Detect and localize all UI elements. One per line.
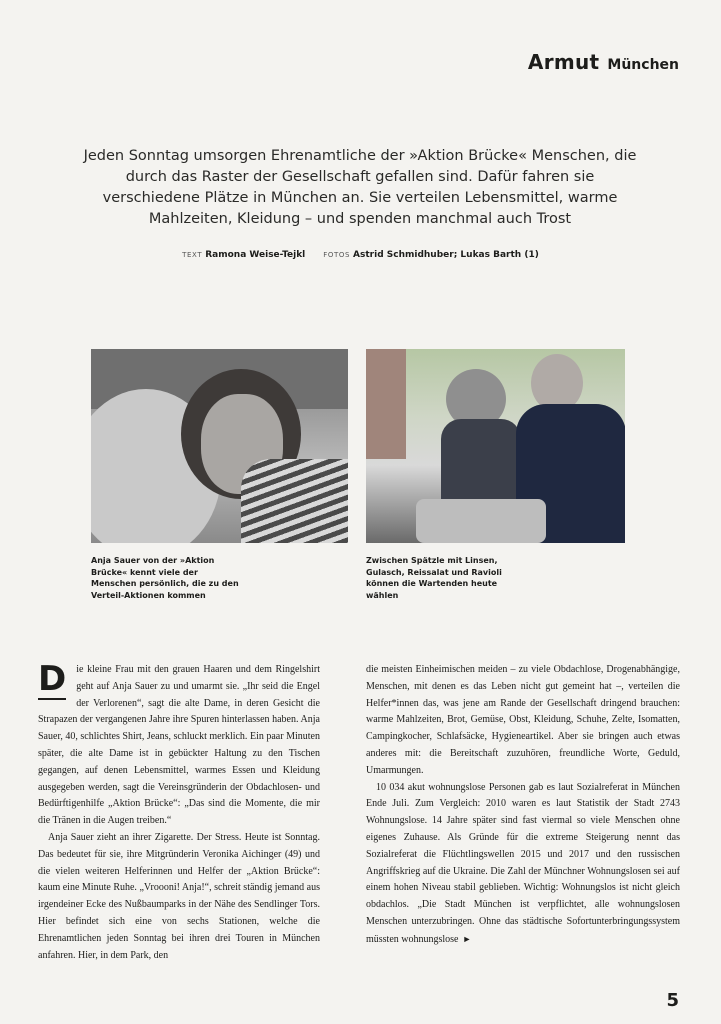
photo-caption: Zwischen Spätzle mit Linsen, Gulasch, Reissalat und Ravioli können die Wartenden heute wählen	[366, 556, 502, 600]
body-text: 10 034 akut wohnungslose Personen gab es laut Sozialreferat in München Ende Juli. Zum Vergleich: 2010 waren es laut Statistik der Stadt 2743 Wohnungslose. 14 Jahre später sind fast viermal so viele Menschen ohne eigenes Zuhause. Als Gründe für die extreme Steigerung nennt das Sozialreferat die Flüchtlingswellen 2015 und 2017 und den russischen Angriffskrieg auf die Ukraine. Die Zahl der Münchner Wohnungslosen sei auf einem hohen Niveau stabil geblieben. Wichtig: Wohnungslos ist nicht gleich obdachlos. „Die Stadt München ist verpflichtet, alle wohnungslosen Menschen unterzubringen. Ohne das städtische Sofortunterbringungssystem müssten wohnungslose	[366, 781, 680, 945]
body-paragraph	[38, 659, 320, 830]
body-paragraph	[366, 780, 680, 949]
photo-food-serving	[366, 349, 625, 543]
body-column-right	[366, 662, 680, 949]
text-credit-label: TEXT	[182, 251, 203, 259]
body-column-left	[38, 659, 320, 964]
photo-caption: Anja Sauer von der »Aktion Brücke« kennt viele der Menschen persönlich, die zu den Verteil-Aktionen kommen	[91, 556, 239, 600]
body-paragraph: die meisten Einheimischen meiden – zu viele Obdachlose, Drogenabhängige, Menschen, mit denen es das Leben nicht gut gemeint hat –, verteilen die Helfer*innen das, was jene am Rande der Gesellschaft dringend brauchen: warme Mahlzeiten, Brot, Gemüse, Obst, Kleidung, Schuhe, Zelte, Isomatten, Campingkocher, Schlafsäcke, Hygieneartikel. Aber sie bringen auch etwas anderes mit: die Bereitschaft zuzuhören, freundliche Worte, Geduld, Umarmungen.	[366, 664, 680, 776]
photo-credit-label: FOTOS	[323, 251, 351, 259]
continue-arrow-icon: ►	[462, 933, 472, 944]
page-number: 5	[666, 990, 679, 1011]
body-paragraph: Anja Sauer zieht an ihrer Zigarette. Der Stress. Heute ist Sonntag. Das bedeutet für sie, ihre Mitgründerin Veronika Aichinger (49) und die vielen weiteren Helferinnen und Helfer der „Aktion Brücke“: kaum eine Minute Ruhe. „Vroooni! Anja!“, schreit ständig jemand aus irgendeiner Ecke des Nußbaumparks in der Nähe des Sendlinger Tors. Hier befindet sich eine von sechs Stationen, welche die Ehrenamtlichen jeden Sonntag bei ihren drei Touren in München anfahren. Hier, in dem Park, den	[38, 831, 320, 961]
article-credits	[0, 250, 721, 260]
photo-hug	[91, 349, 348, 543]
article-lead: Jeden Sonntag umsorgen Ehrenamtliche der »Aktion Brücke« Menschen, die durch das Raster der Gesellschaft gefallen sind. Dafür fahren sie verschiedene Plätze in München an. Sie verteilen Lebensmittel, warme Mahlzeiten, Kleidung – und spenden manchmal auch Trost	[83, 148, 637, 227]
section-city: München	[607, 57, 679, 73]
photo-credit-name: Astrid Schmidhuber; Lukas Barth (1)	[353, 250, 539, 260]
drop-cap: D	[38, 659, 67, 699]
section-title: Armut	[527, 50, 600, 74]
body-text: ie kleine Frau mit den grauen Haaren und dem Ringelshirt geht auf Anja Sauer zu und umarmt sie. „Ihr seid die Engel der Verlorenen“, sagt die alte Dame, in deren Gesicht die Strapazen der vergangenen Jahre ihre Spuren hinterlassen haben. Anja Sauer, 40, schlichtes Shirt, Jeans, schluckt merklich. Ein paar Minuten später, die alte Dame ist in gebückter Haltung zu den Tischen gegangen, auf denen Lebensmittel, warmes Essen und Kleidung ausgegeben werden, sagt die Vereinsgründerin der Obdachlosen- und Bedürftigenhilfe „Aktion Brücke“: „Das sind die Momente, die mir die Tränen in die Augen treiben.“	[38, 664, 320, 827]
text-credit-name: Ramona Weise-Tejkl	[205, 250, 306, 260]
section-header	[528, 50, 679, 74]
